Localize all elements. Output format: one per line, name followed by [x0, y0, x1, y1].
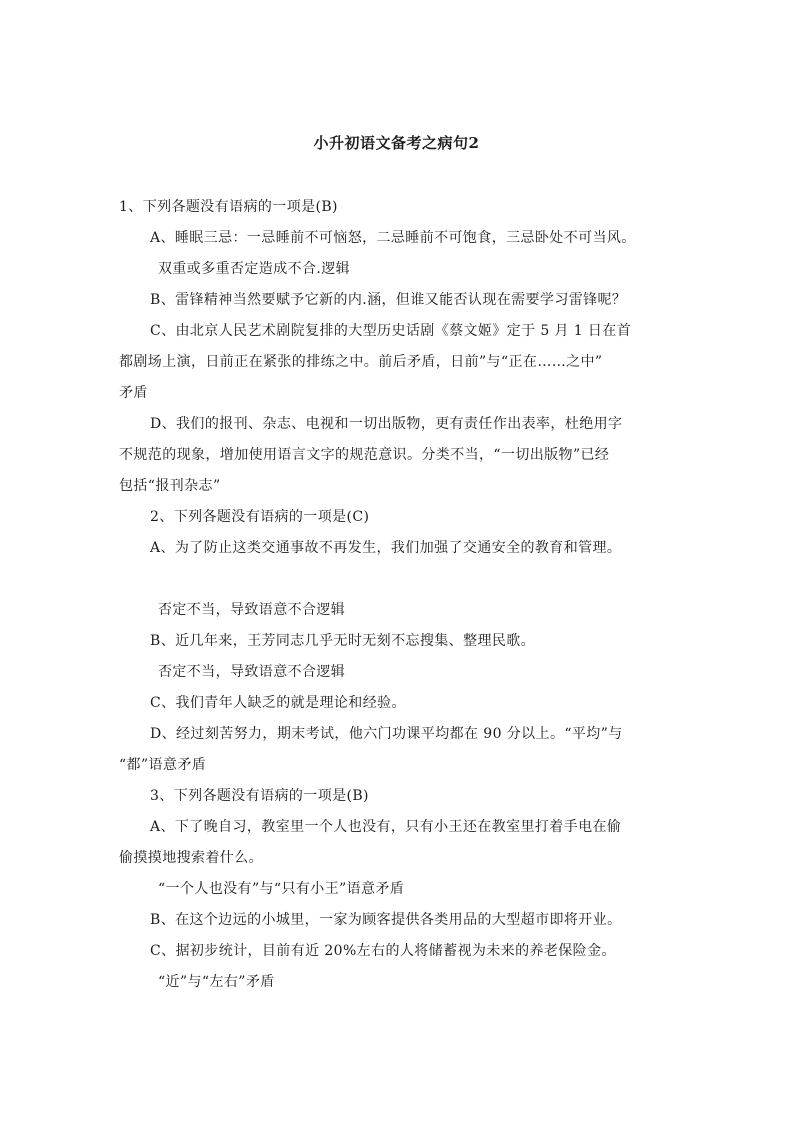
question-2-option-a: A、为了防止这类交通事故不再发生，我们加强了交通安全的教育和管理。 — [150, 540, 622, 556]
question-2-option-b-note: 否定不当，导致语意不合逻辑 — [158, 664, 346, 680]
question-3-option-b: B、在这个边远的小城里，一家为顾客提供各类用品的大型超市即将开业。 — [150, 912, 622, 928]
question-2-stem: 2、下列各题没有语病的一项是(C) — [150, 509, 370, 525]
question-2-option-d: D、经过刻苦努力，期末考试，他六门功课平均都在 90 分以上。“平均”与 — [150, 726, 623, 742]
question-3-option-a-cont: 偷摸摸地搜索着什么。 — [119, 850, 263, 866]
question-3-option-c-note: “近”与“左右”矛盾 — [158, 974, 275, 990]
question-3-option-c: C、据初步统计，目前有近 20%左右的人将储蓄视为未来的养老保险金。 — [150, 943, 616, 959]
question-1-option-a: A、睡眠三忌：一忌睡前不可恼怒，二忌睡前不可饱食，三忌卧处不可当风。 — [150, 230, 636, 246]
question-2-option-c: C、我们青年人缺乏的就是理论和经验。 — [150, 695, 406, 711]
question-3-stem: 3、下列各题没有语病的一项是(B) — [150, 788, 369, 804]
question-1-option-a-note: 双重或多重否定造成不合.逻辑 — [158, 261, 351, 277]
question-3-option-a: A、下了晚自习，教室里一个人也没有，只有小王还在教室里打着手电在偷 — [150, 819, 622, 835]
question-1-option-d: D、我们的报刊、杂志、电视和一切出版物，更有责任作出表率，杜绝用字 — [150, 416, 623, 432]
question-1-option-b: B、雷锋精神当然要赋予它新的内.涵，但谁又能否认现在需要学习雷锋呢？ — [150, 292, 627, 308]
question-1-option-c: C、由北京人民艺术剧院复排的大型历史话剧《蔡文姬》定于 5 月 1 日在首 — [150, 323, 632, 339]
question-1-option-c-cont: 都剧场上演，日前正在紧张的排练之中。前后矛盾，日前”与“正在……之中” — [119, 354, 603, 370]
question-1-option-d-cont2: 包括“报刊杂志” — [119, 478, 221, 494]
question-2-option-d-cont: “都”语意矛盾 — [119, 757, 207, 773]
question-2-option-a-note: 否定不当，导致语意不合逻辑 — [158, 602, 346, 618]
question-3-option-a-note: “一个人也没有”与“只有小王”语意矛盾 — [158, 881, 405, 897]
question-2-option-b: B、近几年来，王芳同志几乎无时无刻不忘搜集、整理民歌。 — [150, 633, 536, 649]
question-1-option-d-cont: 不规范的现象，增加使用语言文字的规范意识。分类不当，“一切出版物”已经 — [119, 447, 610, 463]
question-1-option-c-cont2: 矛盾 — [119, 385, 148, 401]
question-1-stem: 1、下列各题没有语病的一项是(B) — [119, 199, 338, 215]
document-title: 小升初语文备考之病句2 — [313, 134, 480, 152]
